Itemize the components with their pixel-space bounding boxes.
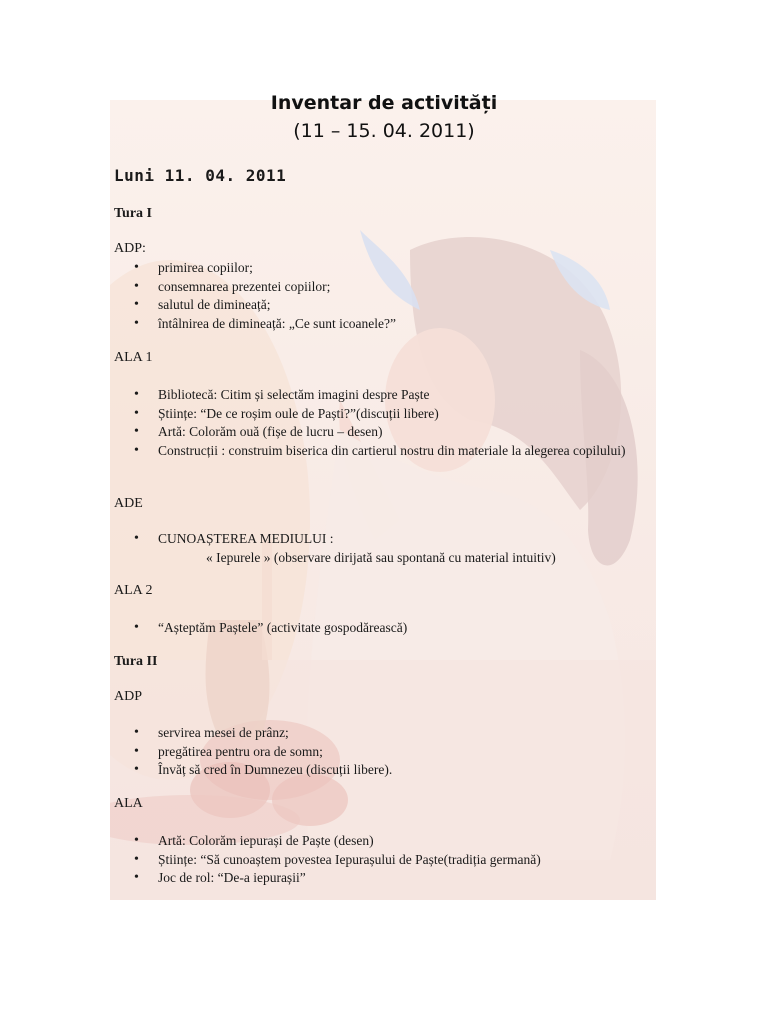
ala1-list (128, 386, 648, 460)
ade-label: ADE (114, 496, 143, 511)
list-item: • Învăț să cred în Dumnezeu (discuții libere). (128, 761, 648, 780)
ala2-label: ALA 2 (114, 583, 153, 598)
list-item: • Științe: “Să cunoaștem povestea Iepurașului de Paște(tradiția germană) (128, 851, 648, 870)
adp-2-label: ADP (114, 689, 143, 704)
list-item: • salutul de dimineață; (128, 296, 648, 315)
adp-list (128, 259, 648, 333)
list-item: • Științe: “De ce roșim oule de Paști?”(discuții libere) (128, 405, 648, 424)
ala1-label: ALA 1 (114, 350, 153, 365)
list-item: • Artă: Colorăm iepurași de Paște (desen) (128, 832, 648, 851)
tura-1-heading: Tura I (114, 206, 153, 221)
ala2-list (128, 619, 648, 638)
ala-2-list (128, 832, 648, 888)
list-item: • Joc de rol: “De-a iepurașii” (128, 869, 648, 888)
document-title: Inventar de activități (270, 92, 498, 114)
list-item (128, 530, 648, 567)
day-heading: Luni 11. 04. 2011 (114, 166, 287, 185)
list-item: • Bibliotecă: Citim și selectăm imagini despre Paște (128, 386, 648, 405)
ala-2-label: ALA (114, 796, 143, 811)
document-date-range: (11 – 15. 04. 2011) (293, 120, 475, 142)
list-item: • Artă: Colorăm ouă (fișe de lucru – desen) (128, 423, 648, 442)
list-item: • “Așteptăm Paștele” (activitate gospodărească) (128, 619, 648, 638)
list-item: • Construcții : construim biserica din cartierul nostru din materiale la alegerea copilului) (128, 442, 648, 461)
list-item: • primirea copiilor; (128, 259, 648, 278)
list-item: • pregătirea pentru ora de somn; (128, 743, 648, 762)
list-item: • consemnarea prezentei copiilor; (128, 278, 648, 297)
list-item: • întâlnirea de dimineață: „Ce sunt icoanele?” (128, 315, 648, 334)
tura-2-heading: Tura II (114, 654, 158, 669)
adp-label: ADP: (114, 241, 146, 256)
ade-item: CUNOAȘTEREA MEDIULUI : (158, 531, 334, 546)
ade-list (128, 530, 648, 567)
ade-subitem: « Iepurele » (observare dirijată sau spontană cu material intuitiv) (206, 549, 556, 565)
adp-2-list (128, 724, 648, 780)
list-item: • servirea mesei de prânz; (128, 724, 648, 743)
